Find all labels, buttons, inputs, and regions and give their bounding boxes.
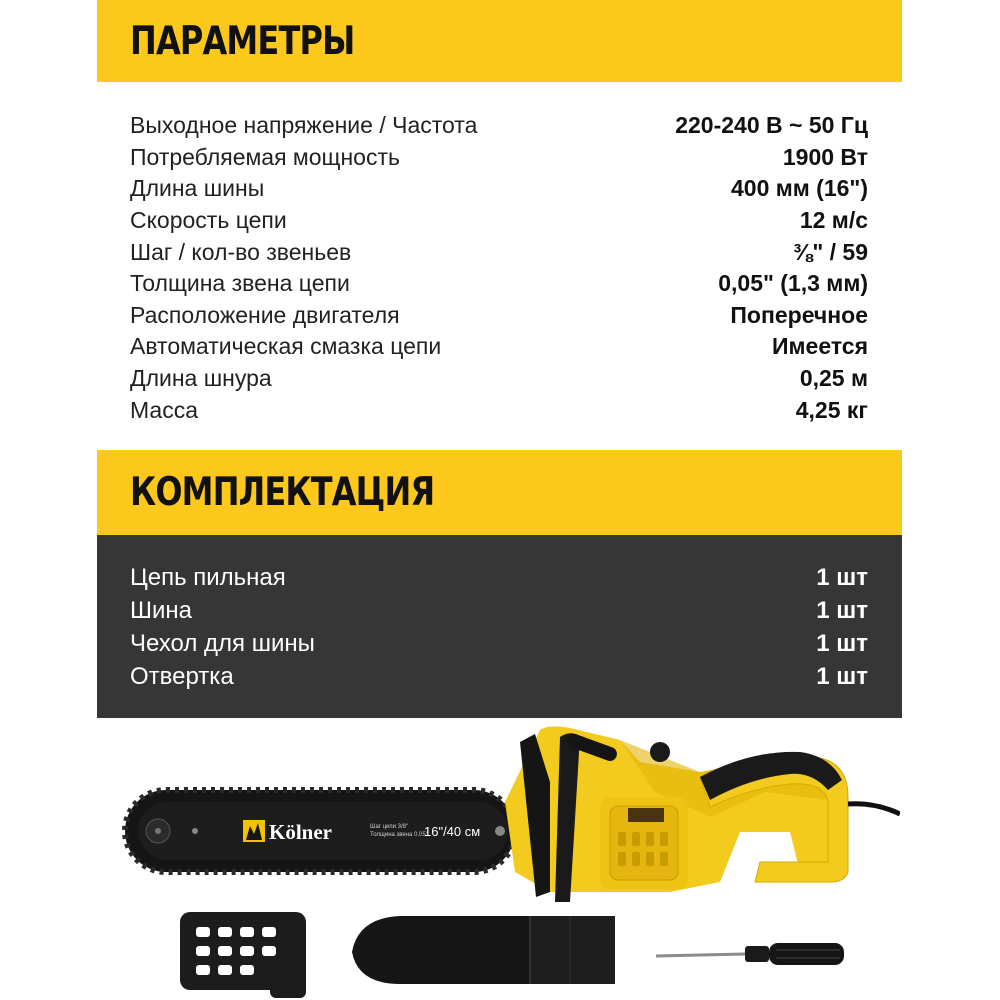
chainsaw-image bbox=[125, 726, 900, 902]
guide-bar bbox=[125, 790, 515, 872]
bar-fine-print-2: Толщина звена 0,05" bbox=[370, 832, 428, 838]
spec-value: 1900 Вт bbox=[782, 143, 868, 170]
kit-item bbox=[130, 660, 868, 693]
spec-value: 0,25 м bbox=[799, 365, 868, 392]
spec-row bbox=[130, 363, 868, 395]
kit-list bbox=[130, 561, 868, 693]
spec-row bbox=[130, 268, 868, 300]
kit-panel bbox=[97, 535, 902, 718]
spec-label: Длина шнура bbox=[130, 365, 272, 392]
spec-label: Потребляемая мощность bbox=[130, 143, 400, 170]
kit-item-label: Чехол для шины bbox=[130, 629, 315, 657]
spec-label: Толщина звена цепи bbox=[130, 270, 350, 297]
power-cord bbox=[848, 804, 900, 814]
spec-label: Скорость цепи bbox=[130, 207, 287, 234]
kit-item-qty: 1 шт bbox=[816, 563, 868, 591]
spec-value: 400 мм (16") bbox=[731, 175, 868, 202]
spec-row bbox=[130, 394, 868, 426]
kit-item-qty: 1 шт bbox=[816, 662, 868, 690]
kit-item-qty: 1 шт bbox=[816, 629, 868, 657]
sprocket-cover-image bbox=[180, 912, 306, 998]
chainsaw-kit-illustration bbox=[100, 722, 900, 1000]
spec-label: Масса bbox=[130, 396, 199, 423]
spec-label: Шаг / кол-во звеньев bbox=[130, 238, 352, 265]
brand-name: Kölner bbox=[269, 820, 332, 844]
kit-title: КОМПЛЕКТАЦИЯ bbox=[130, 470, 435, 515]
spec-label: Длина шины bbox=[130, 175, 265, 202]
kit-banner bbox=[97, 450, 902, 535]
kit-item bbox=[130, 561, 868, 594]
kit-item-label: Отвертка bbox=[130, 662, 234, 690]
bar-cover-image bbox=[352, 916, 615, 984]
spec-value: ⅜" / 59 bbox=[793, 238, 868, 265]
params-banner bbox=[97, 0, 902, 82]
spec-label: Расположение двигателя bbox=[130, 301, 400, 328]
spec-row bbox=[130, 142, 868, 174]
kit-item-label: Цепь пильная bbox=[130, 563, 286, 591]
saw-body bbox=[505, 726, 900, 902]
kit-item bbox=[130, 627, 868, 660]
spec-label: Выходное напряжение / Частота bbox=[130, 112, 478, 139]
bar-fine-print-1: Шаг цепи 3/8" bbox=[370, 824, 409, 830]
kit-item bbox=[130, 594, 868, 627]
kit-item-label: Шина bbox=[130, 596, 193, 624]
spec-value: 12 м/с bbox=[799, 207, 868, 234]
params-table bbox=[130, 110, 868, 426]
spec-row bbox=[130, 331, 868, 363]
spec-value: Имеется bbox=[772, 333, 868, 360]
spec-row bbox=[130, 236, 868, 268]
spec-row bbox=[130, 110, 868, 142]
params-title: ПАРАМЕТРЫ bbox=[130, 18, 355, 64]
spec-value: 220-240 В ~ 50 Гц bbox=[675, 112, 868, 139]
screwdriver-image bbox=[656, 943, 844, 965]
spec-row bbox=[130, 205, 868, 237]
spec-value: Поперечное bbox=[730, 301, 868, 328]
spec-label: Автоматическая смазка цепи bbox=[130, 333, 442, 360]
spec-value: 0,05" (1,3 мм) bbox=[718, 270, 868, 297]
oil-cap bbox=[650, 742, 670, 762]
spec-row bbox=[130, 173, 868, 205]
kit-item-qty: 1 шт bbox=[816, 596, 868, 624]
spec-row bbox=[130, 300, 868, 332]
bar-size-label: 16"/40 см bbox=[424, 824, 481, 839]
spec-value: 4,25 кг bbox=[795, 396, 868, 423]
